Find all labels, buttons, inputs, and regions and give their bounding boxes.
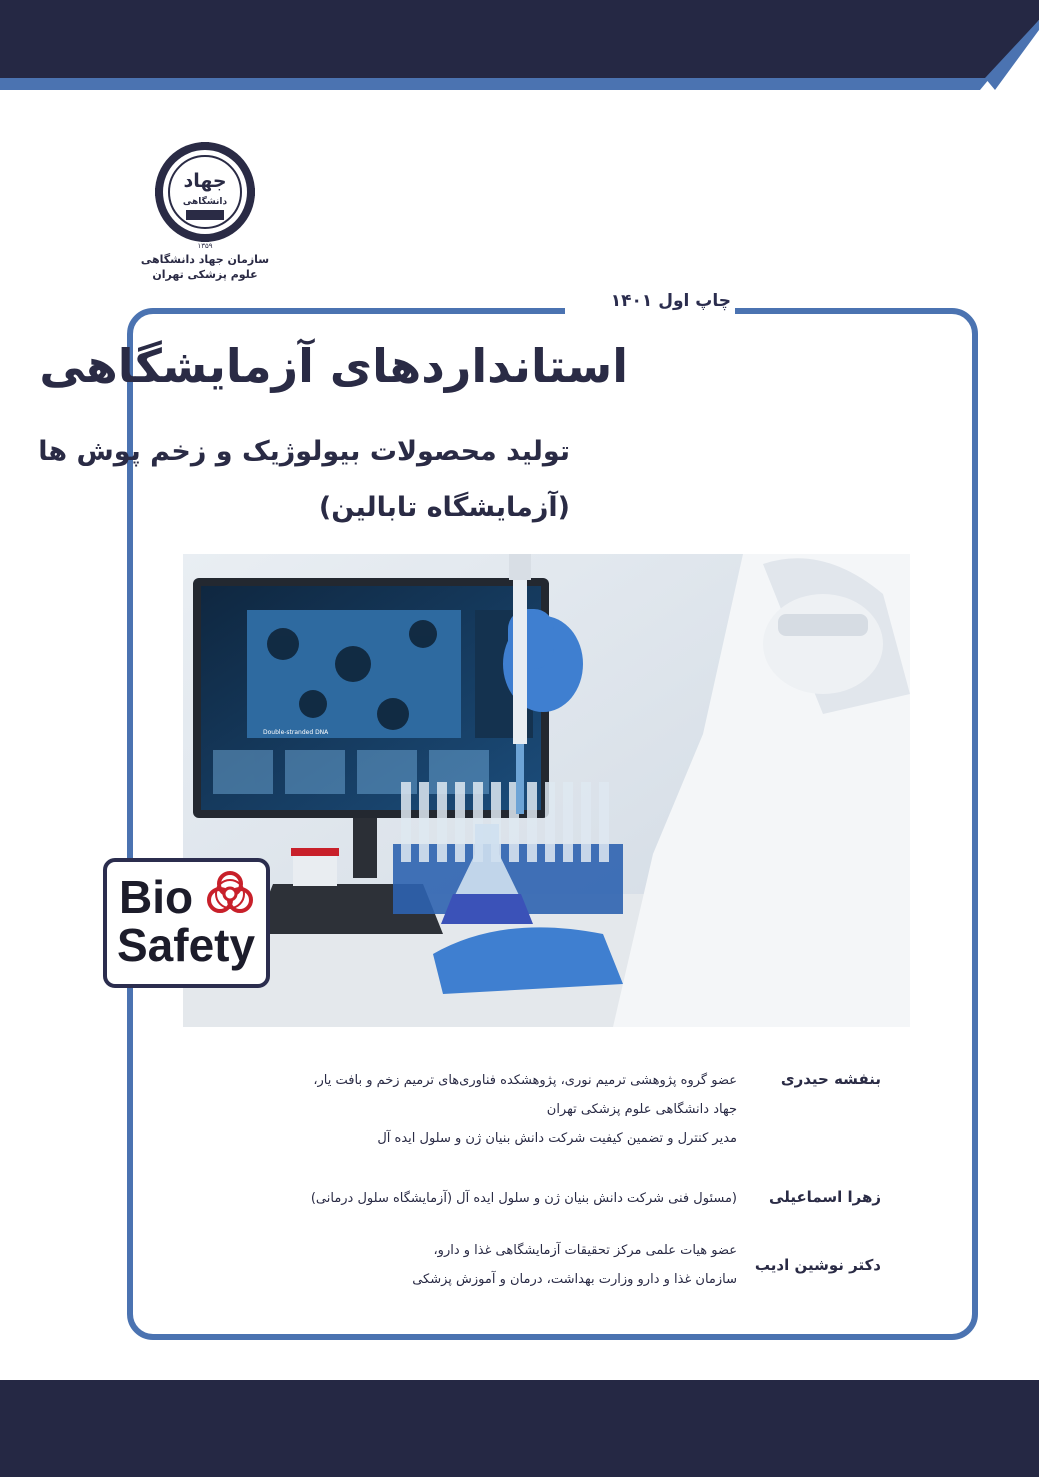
logo-org-line1: سازمان جهاد دانشگاهی bbox=[140, 253, 270, 266]
author-3-line-1: عضو هیات علمی مرکز تحقیقات آزمایشگاهی غذا و دارو، bbox=[433, 1243, 737, 1258]
logo-org-line2: علوم پزشکی تهران bbox=[152, 268, 258, 281]
author-3-affiliation bbox=[267, 1236, 737, 1294]
author-1-line-3: مدیر کنترل و تضمین کیفیت شرکت دانش بنیان ژن و سلول ایده آل bbox=[377, 1131, 737, 1146]
author-1-line-2: جهاد دانشگاهی علوم پزشکی تهران bbox=[546, 1102, 737, 1117]
logo-year: ۱۳۵۹ bbox=[197, 242, 213, 250]
book-subtitle: تولید محصولات بیولوژیک و زخم پوش ها bbox=[38, 436, 570, 467]
top-banner bbox=[0, 0, 1039, 96]
author-2-line-1: (مسئول فنی شرکت دانش بنیان ژن و سلول ایده آل (آزمایشگاه سلول درمانی) bbox=[310, 1191, 737, 1206]
author-1-affiliation bbox=[267, 1066, 737, 1153]
author-2-affiliation bbox=[267, 1184, 737, 1213]
author-name-2: زهرا اسماعیلی bbox=[769, 1188, 881, 1206]
book-subtitle-lab: (آزمایشگاه تابالین) bbox=[318, 492, 570, 523]
biosafety-badge bbox=[103, 858, 270, 988]
author-3-line-2: سازمان غذا و دارو وزارت بهداشت، درمان و آموزش پزشکی bbox=[412, 1272, 737, 1287]
bottom-banner bbox=[0, 1380, 1039, 1477]
biohazard-icon bbox=[202, 866, 258, 922]
author-1-line-1: عضو گروه پژوهشی ترمیم نوری، پژوهشکده فناوری‌های ترمیم زخم و بافت یار، bbox=[313, 1073, 737, 1088]
lab-photo bbox=[183, 554, 910, 1027]
book-title: استانداردهای آزمایشگاهی bbox=[39, 339, 628, 393]
logo-caption bbox=[130, 252, 280, 282]
logo-sub-wordmark: دانشگاهی bbox=[182, 197, 228, 207]
screen-label: Double-stranded DNA bbox=[263, 729, 329, 736]
badge-bio-text: Bio bbox=[119, 871, 194, 923]
edition-label: چاپ اول ۱۴۰۱ bbox=[565, 286, 735, 320]
badge-safety-text: Safety bbox=[117, 919, 256, 971]
author-name-1: بنفشه حیدری bbox=[780, 1070, 881, 1088]
logo-wordmark: جهاد bbox=[183, 170, 227, 192]
author-name-3: دکتر نوشین ادیب bbox=[754, 1256, 881, 1274]
